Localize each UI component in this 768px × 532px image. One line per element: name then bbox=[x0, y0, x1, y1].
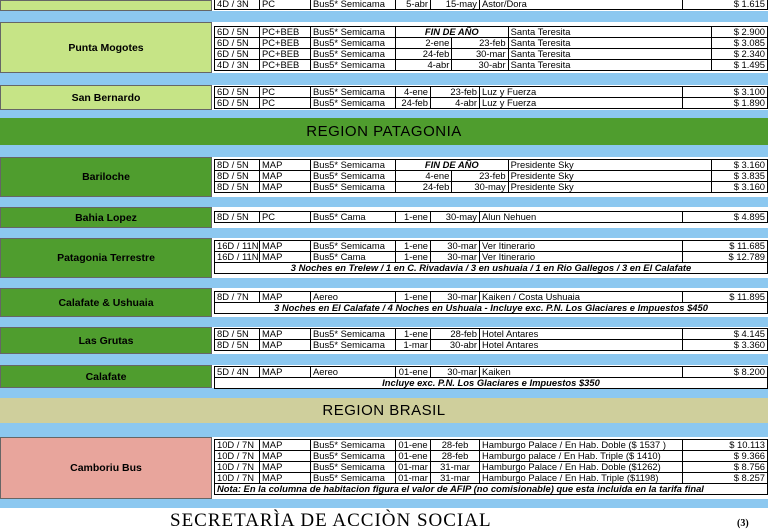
table-row: 8D / 5N MAP Bus5* Semicama 24-feb 30-may Presidente Sky $ 3.160 bbox=[215, 182, 768, 193]
table-row: 10D / 7N MAP Bus5* Semicama 01-mar 31-mar Hamburgo Palace / En Hab. Triple ($1198) $ 8.257 bbox=[215, 473, 768, 484]
table-row: 16D / 11N MAP Bus5* Cama 1-ene 30-mar Ver Itinerario $ 12.789 bbox=[215, 252, 768, 263]
region-header-brasil: REGION BRASIL bbox=[0, 398, 768, 423]
table-row: 6D / 5N PC Bus5* Semicama 24-feb 4-abr Luz y Fuerza $ 1.890 bbox=[215, 98, 768, 109]
separator-band bbox=[0, 228, 768, 238]
table-row: 10D / 7N MAP Bus5* Semicama 01-mar 31-mar Hamburgo Palace / En Hab. Doble ($1262) $ 8.756 bbox=[215, 462, 768, 473]
destination-cell: Bariloche bbox=[0, 157, 212, 197]
separator-band bbox=[0, 354, 768, 365]
table-row: 8D / 5N PC Bus5* Cama 1-ene 30-may Alun Nehuen $ 4.895 bbox=[215, 212, 768, 223]
separator-band bbox=[0, 388, 768, 398]
table-row: 8D / 5N MAP Bus5* Semicama FIN DE AÑO Presidente Sky $ 3.160 bbox=[215, 160, 768, 171]
destination-cell: Las Grutas bbox=[0, 327, 212, 354]
table-row: 6D / 5N PC Bus5* Semicama 4-ene 23-feb Luz y Fuerza $ 3.100 bbox=[215, 87, 768, 98]
separator-band bbox=[0, 423, 768, 437]
page-footer bbox=[0, 508, 768, 531]
destination-cell: Patagonia Terrestre bbox=[0, 238, 212, 278]
note-row: Nota: En la columna de habitacion figura el valor de AFIP (no comisionable) que esta incluida en la tarifa final bbox=[215, 484, 768, 495]
table-row: 6D / 5N PC+BEB Bus5* Semicama 2-ene 23-feb Santa Teresita $ 3.085 bbox=[215, 38, 768, 49]
rates-table bbox=[214, 26, 768, 71]
separator-band bbox=[0, 499, 768, 508]
rates-table bbox=[214, 211, 768, 223]
table-row: 4D / 3N PC+BEB Bus5* Semicama 4-abr 30-abr Santa Teresita $ 1.495 bbox=[215, 60, 768, 71]
separator-band bbox=[0, 110, 768, 118]
table-row: 8D / 7N MAP Aereo 1-ene 30-mar Kaiken / Costa Ushuaia $ 11.895 bbox=[215, 292, 768, 303]
destination-cell: Bahia Lopez bbox=[0, 207, 212, 228]
note-row: 3 Noches en Trelew / 1 en C. Rivadavia / 3 en ushuaia / 1 en Rio Gallegos / 3 en El Calafate bbox=[215, 263, 768, 274]
table-row: 8D / 5N MAP Bus5* Semicama 1-mar 30-abr Hotel Antares $ 3.360 bbox=[215, 340, 768, 351]
table-row: 6D / 5N PC+BEB Bus5* Semicama 24-feb 30-mar Santa Teresita $ 2.340 bbox=[215, 49, 768, 60]
separator-band bbox=[0, 73, 768, 85]
separator-band bbox=[0, 11, 768, 22]
destination-cell: Punta Mogotes bbox=[0, 22, 212, 73]
separator-band bbox=[0, 317, 768, 327]
page-number: (3) bbox=[737, 518, 749, 529]
destination-cell: San Bernardo bbox=[0, 85, 212, 110]
rates-table bbox=[214, 328, 768, 351]
separator-band bbox=[0, 197, 768, 207]
rates-table bbox=[214, 240, 768, 274]
region-header-patagonia: REGION PATAGONIA bbox=[0, 118, 768, 145]
table-row: 10D / 7N MAP Bus5* Semicama 01-ene 28-feb Hamburgo palace / En Hab. Triple ($ 1410) $ 9.366 bbox=[215, 451, 768, 462]
destination-cell: Camboriu Bus bbox=[0, 437, 212, 499]
destination-cell bbox=[0, 0, 212, 11]
separator-band bbox=[0, 145, 768, 157]
rates-table bbox=[214, 291, 768, 314]
rates-table bbox=[214, 366, 768, 389]
rates-table bbox=[214, 86, 768, 109]
table-row: 5D / 4N MAP Aereo 01-ene 30-mar Kaiken $ 8.200 bbox=[215, 367, 768, 378]
rates-table bbox=[214, 439, 768, 495]
table-row: 8D / 5N MAP Bus5* Semicama 4-ene 23-feb Presidente Sky $ 3.835 bbox=[215, 171, 768, 182]
destination-cell: Calafate & Ushuaia bbox=[0, 288, 212, 317]
table-row: 8D / 5N MAP Bus5* Semicama 1-ene 28-feb Hotel Antares $ 4.145 bbox=[215, 329, 768, 340]
table-row: 10D / 7N MAP Bus5* Semicama 01-ene 28-feb Hamburgo Palace / En Hab. Doble ($ 1537 ) $ 10.113 bbox=[215, 440, 768, 451]
table-row: 6D / 5N PC+BEB Bus5* Semicama FIN DE AÑO Santa Teresita $ 2.900 bbox=[215, 27, 768, 38]
note-row: 3 Noches en El Calafate / 4 Noches en Ushuaia - Incluye exc. P.N. Los Glaciares e Impuestos $450 bbox=[215, 303, 768, 314]
footer-title: SECRETARÌA DE ACCIÒN SOCIAL bbox=[170, 510, 492, 531]
table-row: 4D / 3N PC Bus5* Semicama 5-abr 15-may Astor/Dora $ 1.615 bbox=[215, 0, 768, 10]
rates-table bbox=[214, 159, 768, 193]
table-row: 16D / 11N MAP Bus5* Semicama 1-ene 30-mar Ver Itinerario $ 11.685 bbox=[215, 241, 768, 252]
top-partial-table bbox=[214, 0, 768, 10]
separator-band bbox=[0, 278, 768, 288]
destination-cell: Calafate bbox=[0, 365, 212, 388]
note-row: Incluye exc. P.N. Los Glaciares e Impuestos $350 bbox=[215, 378, 768, 389]
